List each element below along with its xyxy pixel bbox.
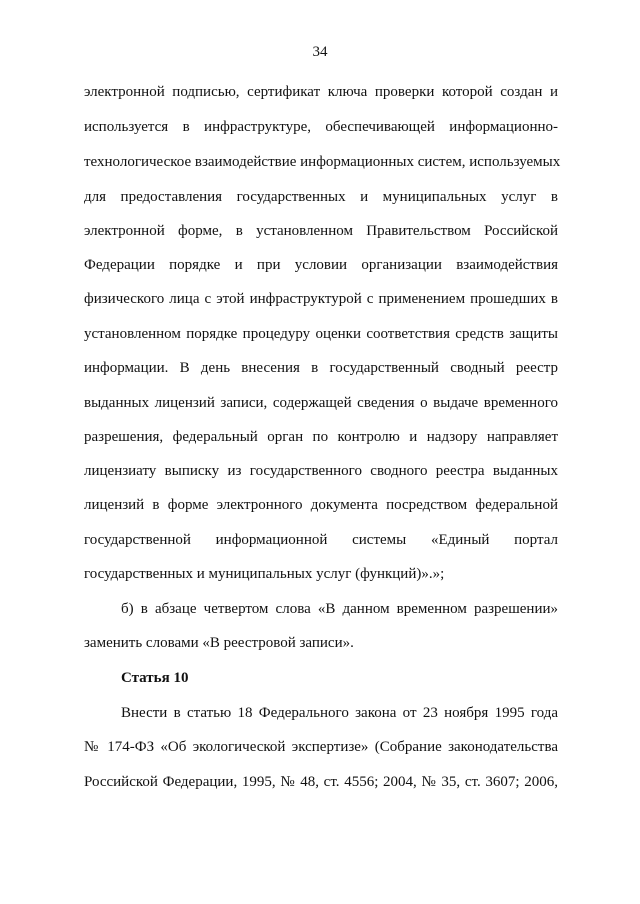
text-line: государственной информационной системы «Единый портал — [84, 532, 558, 548]
text-line: Российской Федерации, 1995, № 48, ст. 4556; 2004, № 35, ст. 3607; 2006, — [84, 774, 558, 790]
text-line: используется в инфраструктуре, обеспечивающей информационно- — [84, 119, 558, 135]
text-line: заменить словами «В реестровой записи». — [84, 635, 354, 651]
text-line: электронной подписью, сертификат ключа проверки которой создан и — [84, 84, 558, 100]
article-heading: Статья 10 — [121, 670, 189, 686]
text-line: электронной форме, в установленном Правительством Российской — [84, 223, 558, 239]
text-line: Внести в статью 18 Федерального закона от 23 ноября 1995 года — [121, 705, 558, 721]
text-line: для предоставления государственных и муниципальных услуг в — [84, 189, 558, 205]
text-line: Федерации порядке и при условии организации взаимодействия — [84, 257, 558, 273]
text-line: установленном порядке процедуру оценки соответствия средств защиты — [84, 326, 558, 342]
text-line: физического лица с этой инфраструктурой с применением прошедших в — [84, 291, 558, 307]
text-line: разрешения, федеральный орган по контролю и надзору направляет — [84, 429, 558, 445]
text-line: выданных лицензий записи, содержащей сведения о выдаче временного — [84, 395, 558, 411]
text-line: № 174-ФЗ «Об экологической экспертизе» (Собрание законодательства — [84, 739, 558, 755]
text-line: информации. В день внесения в государственный сводный реестр — [84, 360, 558, 376]
text-line: государственных и муниципальных услуг (функций)».»; — [84, 566, 445, 582]
text-line: лицензиату выписку из государственного сводного реестра выданных — [84, 463, 558, 479]
page-number: 34 — [312, 44, 328, 60]
text-line: лицензий в форме электронного документа посредством федеральной — [84, 497, 558, 513]
text-line: б) в абзаце четвертом слова «В данном временном разрешении» — [121, 601, 558, 617]
text-line: технологическое взаимодействие информационных систем, используемых — [84, 154, 561, 170]
